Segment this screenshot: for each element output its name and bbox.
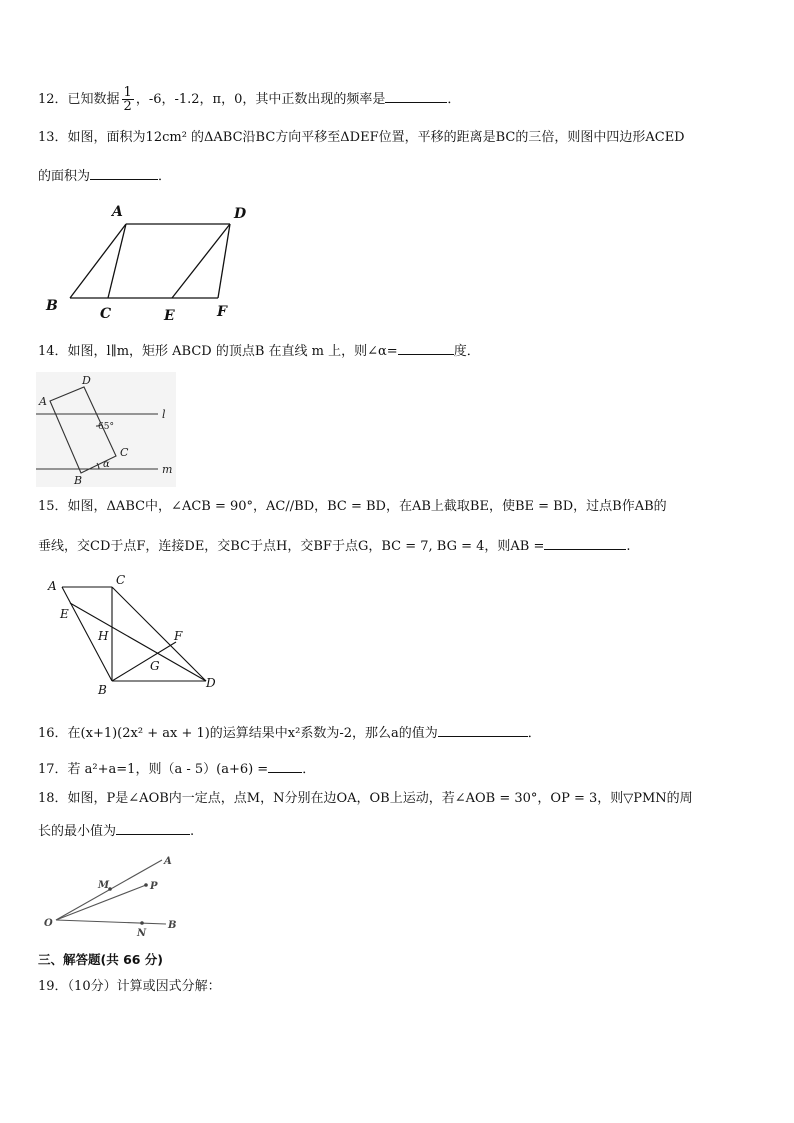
label-alpha: α xyxy=(103,459,110,470)
figure-q13 xyxy=(40,200,260,325)
label-A: A xyxy=(48,579,57,593)
figure-q15 xyxy=(40,570,230,700)
answer-blank[interactable] xyxy=(544,535,626,550)
question-15-line2: 垂线，交CD于点F，连接DE，交BC于点H，交BF于点G，BC = 7, BG = 4，则AB = . xyxy=(38,535,631,557)
line-ED xyxy=(70,603,206,681)
label-P: P xyxy=(150,881,158,892)
label-C: C xyxy=(120,446,129,459)
question-15-line1: 15．如图，ΔABC中，∠ACB = 90°，AC//BD，BC = BD，在AB上截取BE，使BE = BD，过点B作AB的 xyxy=(38,499,667,514)
label-l: l xyxy=(162,408,166,421)
label-m: m xyxy=(162,463,173,476)
question-12: 12．已知数据 $\frac{1}{2}$ ，-6，-1.2，π，0，其中正数出现的频率是 ． xyxy=(38,85,461,114)
label-A: A xyxy=(112,204,123,220)
label-C: C xyxy=(116,573,126,587)
question-13-line2: 的面积为 ． xyxy=(38,165,171,187)
answer-blank[interactable] xyxy=(438,722,528,737)
point-N xyxy=(140,921,144,925)
label-G: G xyxy=(150,659,160,673)
question-16: 16．在(x+1)(2x² + ax + 1)的运算结果中x²系数为-2，那么a的值为 ． xyxy=(38,722,541,744)
label-65-degree: 65° xyxy=(98,422,114,432)
question-14: 14．如图，l∥m，矩形 ABCD 的顶点B 在直线 m 上，则∠α= 度． xyxy=(38,340,480,362)
question-13-line1: 13．如图，面积为12cm² 的ΔABC沿BC方向平移至ΔDEF位置，平移的距离是BC的三倍，则图中四边形ACED xyxy=(38,130,685,145)
q12-number: 12．已知数据 xyxy=(38,92,120,107)
question-18-line2: 长的最小值为 . xyxy=(38,820,194,842)
point-P xyxy=(144,883,148,887)
label-A: A xyxy=(39,395,47,408)
label-D: D xyxy=(234,206,247,222)
fraction-half: $\frac{1}{2}$ xyxy=(123,85,132,114)
label-C: C xyxy=(100,306,112,322)
label-A: A xyxy=(164,856,172,867)
answer-blank[interactable] xyxy=(116,820,190,835)
answer-blank[interactable] xyxy=(268,758,302,773)
label-M: M xyxy=(98,880,110,891)
line-BF xyxy=(112,642,176,681)
q12-text: ，-6，-1.2，π，0，其中正数出现的频率是 xyxy=(135,92,386,107)
label-B: B xyxy=(74,474,83,487)
question-18-line1: 18．如图，P是∠AOB内一定点，点M，N分别在边OA，OB上运动，若∠AOB = 30°，OP = 3，则▽PMN的周 xyxy=(38,791,693,806)
label-E: E xyxy=(164,308,175,324)
label-B: B xyxy=(46,298,58,314)
figure-q14 xyxy=(36,372,176,487)
line-DF xyxy=(218,224,230,298)
label-B: B xyxy=(98,683,107,697)
label-F: F xyxy=(174,629,183,643)
answer-blank[interactable] xyxy=(398,340,454,355)
ray-OB xyxy=(56,920,166,924)
answer-blank[interactable] xyxy=(385,88,447,103)
label-O: O xyxy=(44,918,53,929)
question-19: 19．（10分）计算或因式分解： xyxy=(38,979,221,994)
label-D: D xyxy=(82,374,91,387)
label-F: F xyxy=(217,304,227,320)
figure-q18 xyxy=(40,852,190,940)
label-D: D xyxy=(206,676,216,690)
line-DE xyxy=(172,224,230,298)
label-B: B xyxy=(168,920,177,931)
question-17: 17．若 a²+a=1，则（a - 5）(a+6) = ． xyxy=(38,758,315,780)
answer-blank[interactable] xyxy=(90,165,158,180)
label-H: H xyxy=(98,629,109,643)
label-E: E xyxy=(60,607,69,621)
section-3-heading: 三、解答题(共 66 分) xyxy=(38,952,164,967)
label-N: N xyxy=(137,928,147,939)
